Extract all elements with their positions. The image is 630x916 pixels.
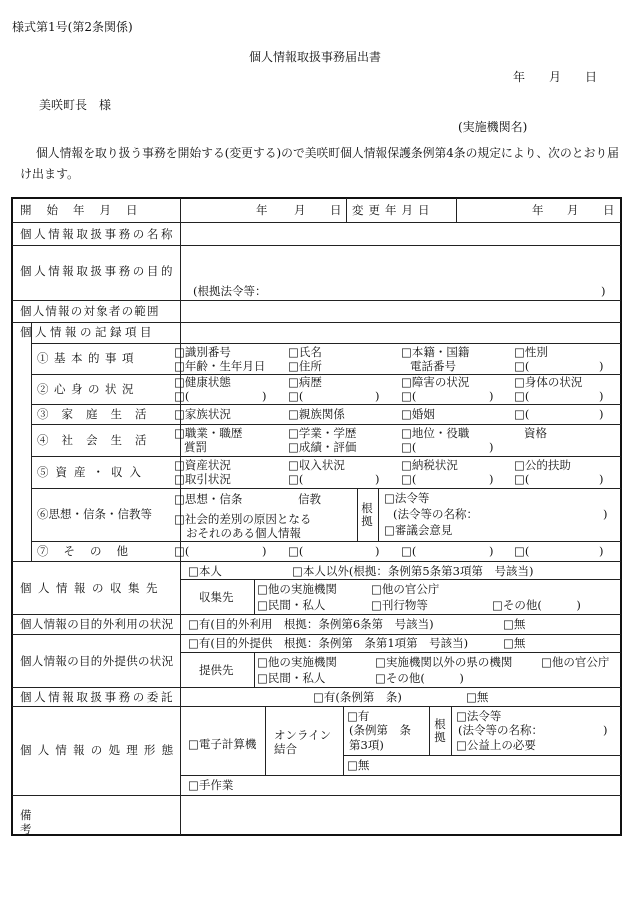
online-label-line1: オンライン xyxy=(274,728,332,742)
checkbox-address[interactable]: □ 住所 xyxy=(288,359,322,373)
remarks-text: 備考 xyxy=(20,808,159,836)
checkbox-outside-use-no[interactable]: □ 無 xyxy=(503,617,525,631)
category-family-label: ③家庭生活 xyxy=(37,407,160,421)
mind-other-4-close: ) xyxy=(599,389,604,403)
checkbox-assets-other-2[interactable]: □ ( xyxy=(401,472,416,486)
affair-purpose-field[interactable] xyxy=(182,247,619,281)
checkbox-src-other-agency[interactable]: □ 他の実施機関 xyxy=(257,582,337,596)
checkbox-rewards-punishments[interactable]: 賞罰 xyxy=(184,440,207,454)
checkbox-online-no[interactable]: □ 無 xyxy=(347,758,369,772)
start-day-label: 日 xyxy=(330,203,342,217)
checkbox-transactions[interactable]: □ 取引状況 xyxy=(174,472,231,486)
checkbox-outside-provide-no[interactable]: □ 無 xyxy=(503,636,525,650)
affair-purpose-label: 個人情報取扱事務の目的 xyxy=(20,264,176,278)
checkbox-marriage[interactable]: □ 婚姻 xyxy=(401,407,435,421)
collect-source-sublabel: 収集先 xyxy=(199,590,234,604)
form-title: 個人情報取扱事務届出書 xyxy=(249,50,382,64)
date-line: 年 月 日 xyxy=(513,70,598,84)
checkbox-online-yes[interactable]: □ 有 xyxy=(347,709,369,723)
checkbox-dest-other[interactable]: □ その他( ) xyxy=(375,671,464,685)
checkbox-mind-other-3[interactable]: □ ( xyxy=(401,389,416,403)
mind-other-2-close: ) xyxy=(375,389,380,403)
checkbox-collect-self[interactable]: □ 本人 xyxy=(188,564,222,578)
checkbox-position[interactable]: □ 地位・役職 xyxy=(401,426,469,440)
other-2-close: ) xyxy=(375,544,380,558)
category-belief-label: ⑥思想・信条・信教等 xyxy=(37,507,152,521)
checkbox-assets-other-3[interactable]: □ ( xyxy=(514,472,529,486)
checkbox-src-other[interactable]: □ その他( ) xyxy=(492,598,581,612)
checkbox-src-publications[interactable]: □ 刊行物等 xyxy=(371,598,428,612)
checkbox-health[interactable]: □ 健康状態 xyxy=(174,375,231,389)
checkbox-council-opinion[interactable]: □ 審議会意見 xyxy=(384,523,452,537)
checkbox-online-law[interactable]: □ 法令等 xyxy=(456,709,501,723)
checkbox-public-assistance[interactable]: □ 公的扶助 xyxy=(514,458,571,472)
checkbox-income[interactable]: □ 収入状況 xyxy=(288,458,345,472)
addressee: 美咲町長 様 xyxy=(39,98,112,112)
checkbox-collect-other[interactable]: □ 本人以外(根拠：条例第5条第3項第 号該当) xyxy=(292,564,533,578)
start-date-text: 開始年月日 xyxy=(20,203,153,217)
checkbox-outsourcing-no[interactable]: □ 無 xyxy=(466,690,488,704)
agency-name: (実施機関名) xyxy=(458,120,528,134)
checkbox-computer[interactable]: □ 電子計算機 xyxy=(188,737,256,751)
affair-name-field[interactable] xyxy=(182,224,619,244)
online-law-name: (法令等の名称： xyxy=(458,723,543,737)
social-other-close: ) xyxy=(489,440,494,454)
checkbox-family-status[interactable]: □ 家族状況 xyxy=(174,407,231,421)
other-1-close: ) xyxy=(262,544,267,558)
change-day-label: 日 xyxy=(603,203,615,217)
assets-other-2-close: ) xyxy=(489,472,494,486)
change-date-label: 変更年月日 xyxy=(352,203,435,217)
outside-provide-label: 個人情報の目的外提供の状況 xyxy=(20,654,174,668)
belief-basis-label: 根拠 xyxy=(361,501,373,528)
online-label-line2: 結合 xyxy=(274,742,297,756)
checkbox-occupation[interactable]: □ 職業・職歴 xyxy=(174,426,242,440)
category-basic-label: ①基本的事項 xyxy=(37,351,139,365)
category-other-label: ⑦その他 xyxy=(37,544,143,558)
checkbox-src-other-gov[interactable]: □ 他の官公庁 xyxy=(371,582,439,596)
remarks-label xyxy=(20,808,172,836)
checkbox-public-interest[interactable]: □ 公益上の必要 xyxy=(456,738,536,752)
checkbox-other-3[interactable]: □ ( xyxy=(401,544,416,558)
start-month-label: 月 xyxy=(294,203,306,217)
checkbox-other-2[interactable]: □ ( xyxy=(288,544,303,558)
intro-text-line2: け出ます。 xyxy=(20,167,80,181)
form-number: 様式第1号(第2条関係) xyxy=(12,20,133,34)
checkbox-dest-pref-agency[interactable]: □ 実施機関以外の県の機関 xyxy=(375,655,512,669)
checkbox-outside-use-yes[interactable]: □ 有(目的外利用 根拠：条例第6条第 号該当) xyxy=(188,617,434,631)
checkbox-phone[interactable]: 電話番号 xyxy=(410,359,456,373)
checkbox-name[interactable]: □ 氏名 xyxy=(288,345,322,359)
affair-name-label: 個人情報取扱事務の名称 xyxy=(20,227,176,241)
checkbox-tax[interactable]: □ 納税状況 xyxy=(401,458,458,472)
change-month-label: 月 xyxy=(567,203,579,217)
provide-dest-sublabel: 提供先 xyxy=(199,663,234,677)
checkbox-religion[interactable]: 信教 xyxy=(298,492,321,506)
checkbox-other-1[interactable]: □ ( xyxy=(174,544,189,558)
checkbox-thought-creed[interactable]: □ 思想・信条 xyxy=(174,492,242,506)
basic-other-close: ) xyxy=(599,359,604,373)
checkbox-social-other[interactable]: □ ( xyxy=(401,440,416,454)
other-3-close: ) xyxy=(489,544,494,558)
checkbox-mind-other-1[interactable]: □ ( xyxy=(174,389,189,403)
collection-source-label: 個人情報の収集先 xyxy=(20,581,164,595)
checkbox-dest-other-gov[interactable]: □ 他の官公庁 xyxy=(541,655,609,669)
checkbox-dest-private[interactable]: □ 民間・私人 xyxy=(257,671,325,685)
checkbox-assets[interactable]: □ 資産状況 xyxy=(174,458,231,472)
checkbox-dest-other-agency[interactable]: □ 他の実施機関 xyxy=(257,655,337,669)
change-year-label: 年 xyxy=(532,203,544,217)
start-date-label xyxy=(20,203,172,217)
discrimination-line2: おそれのある個人情報 xyxy=(186,526,301,540)
checkbox-qualification[interactable]: 資格 xyxy=(524,426,547,440)
checkbox-outside-provide-yes[interactable]: □ 有(目的外提供 根拠：条例第 条第1項第 号該当) xyxy=(188,636,468,650)
online-yes-detail2: 第3項) xyxy=(349,738,384,752)
checkbox-relatives[interactable]: □ 親族関係 xyxy=(288,407,345,421)
intro-text-line1: 個人情報を取り扱う事務を開始する(変更する)ので美咲町個人情報保護条例第4条の規定により、次のとおり届 xyxy=(36,146,619,160)
checkbox-discrimination[interactable]: □ 社会的差別の原因となる xyxy=(174,512,311,526)
online-basis-label: 根拠 xyxy=(434,717,446,744)
assets-other-1-close: ) xyxy=(375,472,380,486)
category-mind-body-label: ②心身の状況 xyxy=(37,382,139,396)
processing-mode-label: 個人情報の処理形態 xyxy=(20,743,180,757)
checkbox-physical[interactable]: □ 身体の状況 xyxy=(514,375,582,389)
checkbox-mind-other-2[interactable]: □ ( xyxy=(288,389,303,403)
checkbox-belief-law[interactable]: □ 法令等 xyxy=(384,491,429,505)
belief-law-close: ) xyxy=(603,507,608,521)
start-year-label: 年 xyxy=(256,203,268,217)
checkbox-other-4[interactable]: □ ( xyxy=(514,544,529,558)
online-yes-detail1: (条例第 条 xyxy=(349,723,411,737)
checkbox-disability[interactable]: □ 障害の状況 xyxy=(401,375,469,389)
remarks-field[interactable] xyxy=(182,797,619,833)
checkbox-manual[interactable]: □ 手作業 xyxy=(188,778,233,792)
checkbox-domicile-nationality[interactable]: □ 本籍・国籍 xyxy=(401,345,469,359)
family-other-close: ) xyxy=(599,407,604,421)
record-items-label: 個人情報の記録項目 xyxy=(20,325,155,339)
legal-basis-close: ) xyxy=(601,284,606,298)
checkbox-family-other[interactable]: □ ( xyxy=(514,407,529,421)
checkbox-age-birthdate[interactable]: □ 年齢・生年月日 xyxy=(174,359,265,373)
checkbox-education[interactable]: □ 学業・学歴 xyxy=(288,426,356,440)
category-social-label: ④社会生活 xyxy=(37,433,160,447)
subject-scope-label: 個人情報の対象者の範囲 xyxy=(20,304,160,318)
belief-law-name: (法令等の名称： xyxy=(393,507,478,521)
checkbox-src-private[interactable]: □ 民間・私人 xyxy=(257,598,325,612)
subject-scope-field[interactable] xyxy=(182,302,619,321)
mind-other-3-close: ) xyxy=(489,389,494,403)
checkbox-mind-other-4[interactable]: □ ( xyxy=(514,389,529,403)
checkbox-id-number[interactable]: □ 識別番号 xyxy=(174,345,231,359)
other-4-close: ) xyxy=(599,544,604,558)
checkbox-outsourcing-yes[interactable]: □ 有(条例第 条) xyxy=(313,690,402,704)
outsourcing-label: 個人情報取扱事務の委託 xyxy=(20,690,176,704)
checkbox-basic-other[interactable]: □ ( xyxy=(514,359,529,373)
category-assets-label: ⑤資産・収入 xyxy=(37,465,148,479)
mind-other-1-close: ) xyxy=(262,389,267,403)
checkbox-assets-other-1[interactable]: □ ( xyxy=(288,472,303,486)
online-law-close: ) xyxy=(603,723,608,737)
checkbox-grades[interactable]: □ 成績・評価 xyxy=(288,440,356,454)
legal-basis-text: (根拠法令等： xyxy=(193,284,267,298)
checkbox-illness-history[interactable]: □ 病歴 xyxy=(288,375,322,389)
checkbox-sex[interactable]: □ 性別 xyxy=(514,345,548,359)
outside-use-label: 個人情報の目的外利用の状況 xyxy=(20,617,174,631)
assets-other-3-close: ) xyxy=(599,472,604,486)
